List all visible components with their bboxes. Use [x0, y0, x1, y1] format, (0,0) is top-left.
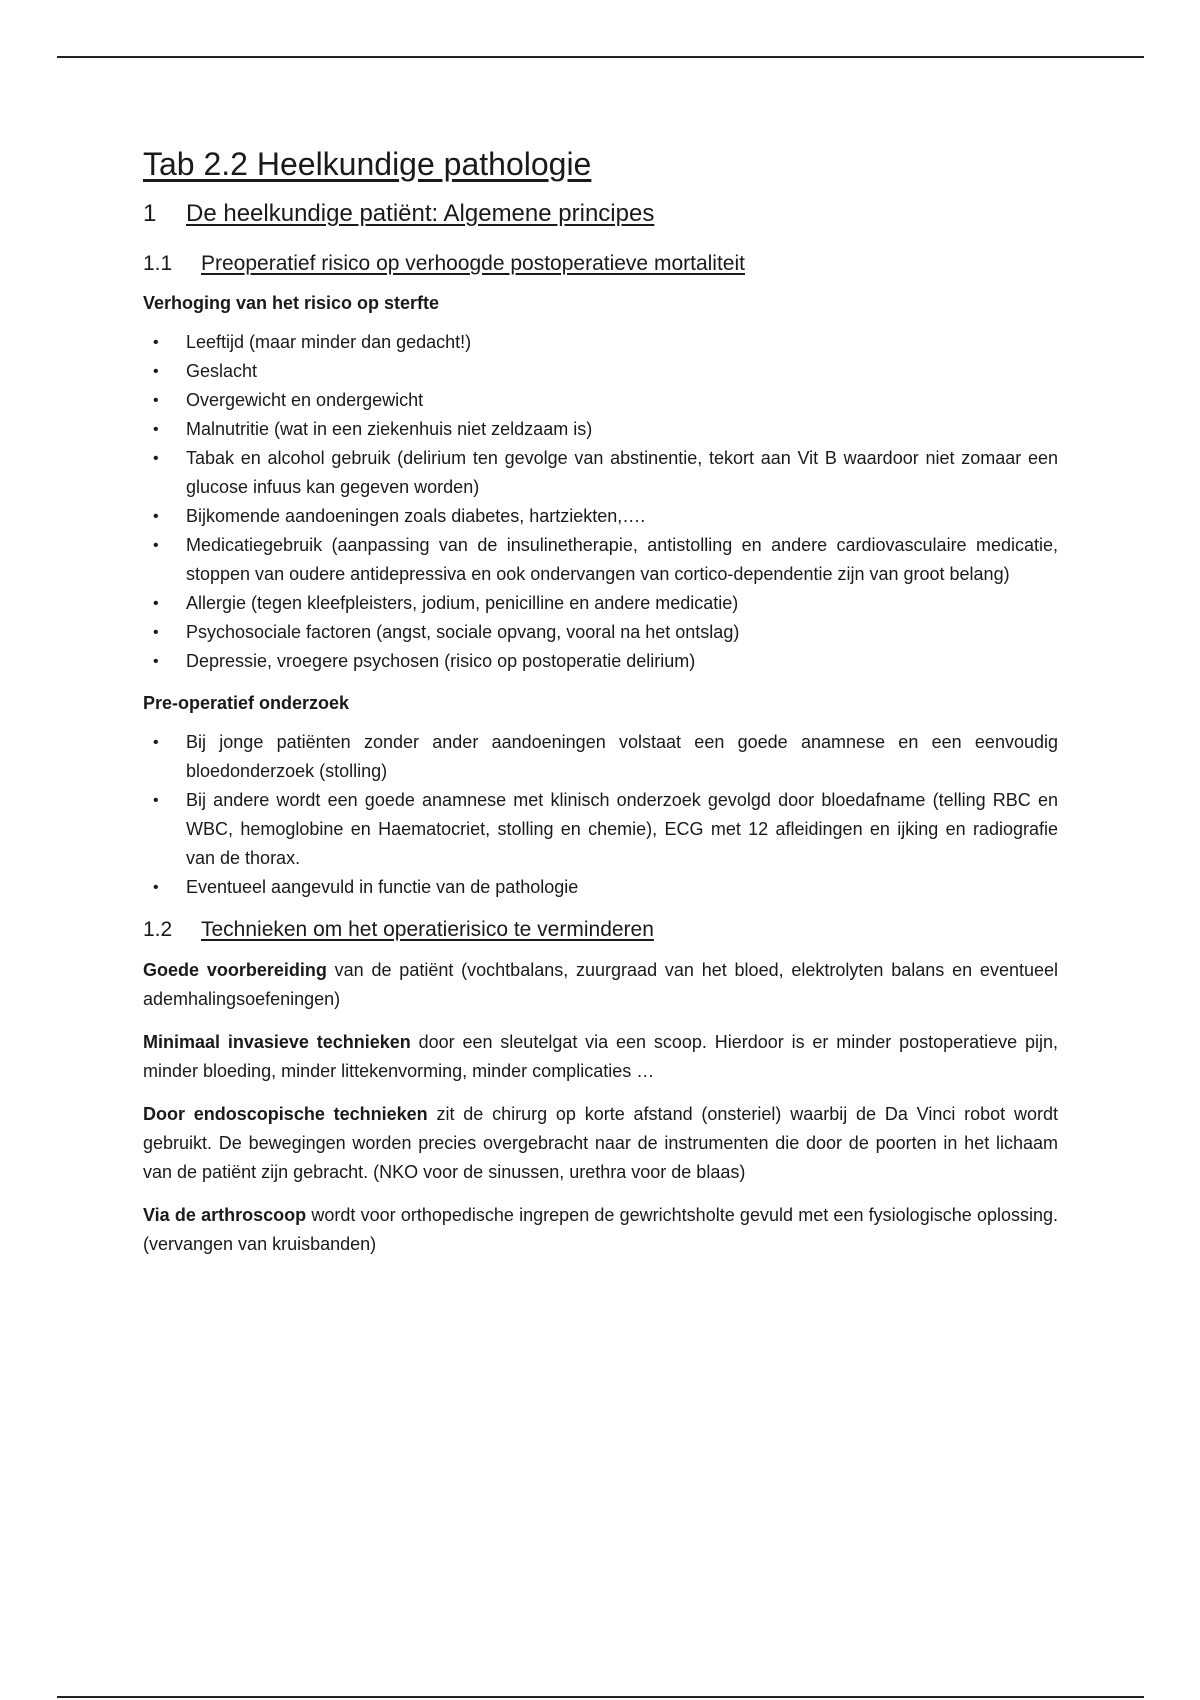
list-item-text: Eventueel aangevuld in functie van de pathologie: [186, 877, 579, 897]
bullet-icon: •: [153, 734, 159, 751]
list-item-text: Bij jonge patiënten zonder ander aandoeningen volstaat een goede anamnese en een eenvoudig bloedonderzoek (stolling): [186, 732, 1058, 781]
list-item-text: Tabak en alcohol gebruik (delirium ten gevolge van abstinentie, tekort aan Vit B waardoor niet zomaar een glucose infuus kan gegeven worden): [186, 448, 1058, 497]
header-rule: [57, 56, 1144, 58]
list-item-text: Overgewicht en ondergewicht: [186, 390, 424, 410]
list-item-text: Depressie, vroegere psychosen (risico op postoperatie delirium): [186, 651, 696, 671]
section-1-2-number: 1.2: [143, 918, 173, 941]
paragraph-lead: Via de arthroscoop: [143, 1205, 307, 1225]
list-item: [143, 589, 1058, 618]
list-item-text: Malnutritie (wat in een ziekenhuis niet zeldzaam is): [186, 419, 593, 439]
paragraph-lead: Goede voorbereiding: [143, 960, 327, 980]
list-item-text: Medicatiegebruik (aanpassing van de insulinetherapie, antistolling en andere cardiovasculaire medicatie, stoppen van oudere antidepressiva en ook ondervangen van cortico-dependentie zijn van groot belang): [186, 535, 1058, 584]
paragraph: [143, 1100, 1058, 1187]
bullet-icon: •: [153, 392, 159, 409]
bullet-icon: •: [153, 595, 159, 612]
footer-rule: [57, 1696, 1144, 1698]
paragraph-text: van de patiënt (vochtbalans, zuurgraad van het bloed, elektrolyten balans en eventueel ademhalingsoefeningen): [143, 960, 1058, 1009]
list-item-text: Bijkomende aandoeningen zoals diabetes, hartziekten,….: [186, 506, 646, 526]
bullet-icon: •: [153, 792, 159, 809]
list-item: [143, 357, 1058, 386]
paragraph-text: wordt voor orthopedische ingrepen de gewrichtsholte gevuld met een fysiologische oplossing. (vervangen van kruisbanden): [143, 1205, 1058, 1254]
bullet-icon: •: [153, 450, 159, 467]
section-1-1-number: 1.1: [143, 252, 173, 275]
list-item: [143, 728, 1058, 786]
paragraph-text: door een sleutelgat via een scoop. Hierdoor is er minder postoperatieve pijn, minder bloeding, minder littekenvorming, minder complicaties …: [143, 1032, 1058, 1081]
section-1-heading: [143, 198, 1058, 230]
bullet-icon: •: [153, 508, 159, 525]
preop-label: Pre-operatief onderzoek: [143, 693, 350, 713]
paragraph-lead: Minimaal invasieve technieken: [143, 1032, 411, 1052]
section-1-1-title: Preoperatief risico op verhoogde postoperatieve mortaliteit: [201, 252, 745, 275]
list-item: [143, 531, 1058, 589]
section-1-2-title: Technieken om het operatierisico te verminderen: [201, 918, 654, 941]
bullet-icon: •: [153, 879, 159, 896]
preop-list: [143, 728, 1058, 902]
risk-label: Verhoging van het risico op sterfte: [143, 293, 440, 313]
bullet-icon: •: [153, 624, 159, 641]
list-item: [143, 786, 1058, 873]
bullet-icon: •: [153, 421, 159, 438]
list-item: [143, 647, 1058, 676]
bullet-icon: •: [153, 334, 159, 351]
document-title: Tab 2.2 Heelkundige pathologie: [143, 146, 592, 182]
list-item: [143, 328, 1058, 357]
paragraph: [143, 1201, 1058, 1259]
list-item: [143, 873, 1058, 902]
section-1-number: 1: [143, 200, 157, 227]
list-item-text: Bij andere wordt een goede anamnese met klinisch onderzoek gevolgd door bloedafname (telling RBC en WBC, hemoglobine en Haematocriet, stolling en chemie), ECG met 12 afleidingen en ijking en radiografie van de thorax.: [186, 790, 1058, 868]
paragraph: [143, 956, 1058, 1014]
list-item-text: Leeftijd (maar minder dan gedacht!): [186, 332, 472, 352]
paragraph-lead: Door endoscopische technieken: [143, 1104, 428, 1124]
bullet-icon: •: [153, 653, 159, 670]
list-item: [143, 415, 1058, 444]
list-item: [143, 386, 1058, 415]
section-1-title: De heelkundige patiënt: Algemene principes: [186, 200, 655, 227]
list-item: [143, 444, 1058, 502]
list-item: [143, 502, 1058, 531]
section-1-2-heading: [143, 916, 1058, 944]
list-item-text: Geslacht: [186, 361, 258, 381]
list-item-text: Allergie (tegen kleefpleisters, jodium, penicilline en andere medicatie): [186, 593, 739, 613]
section-1-1-heading: [143, 250, 1058, 278]
paragraph-text: zit de chirurg op korte afstand (onsteriel) waarbij de Da Vinci robot wordt gebruikt. De bewegingen worden precies overgebracht naar de instrumenten die door de poorten in het lichaam van de patiënt zijn gebracht. (NKO voor de sinussen, urethra voor de blaas): [143, 1104, 1058, 1182]
bullet-icon: •: [153, 537, 159, 554]
paragraph: [143, 1028, 1058, 1086]
bullet-icon: •: [153, 363, 159, 380]
list-item: [143, 618, 1058, 647]
list-item-text: Psychosociale factoren (angst, sociale opvang, vooral na het ontslag): [186, 622, 740, 642]
risk-list: [143, 328, 1058, 676]
document-page: [143, 144, 1058, 1273]
